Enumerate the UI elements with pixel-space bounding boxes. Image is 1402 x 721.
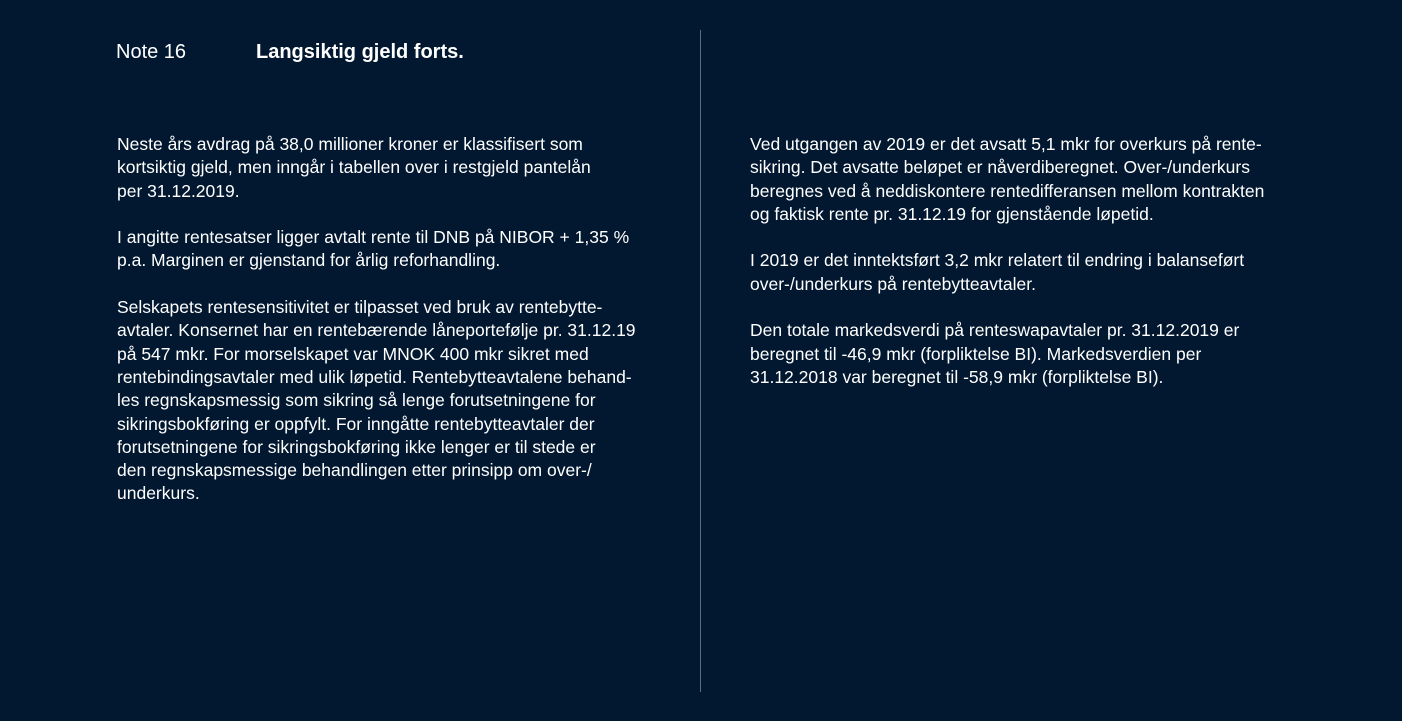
- paragraph-interest-rates: I angitte rentesatser ligger avtalt rente til DNB på NIBOR + 1,35 % p.a. Marginen er gjenstand for årlig reforhandling.: [117, 227, 630, 271]
- paragraph-income-recognized: I 2019 er det inntektsført 3,2 mkr relatert til endring i balanseført over-/underkurs på rentebytteavtaler.: [750, 250, 1245, 294]
- page-title: Langsiktig gjeld forts.: [256, 41, 464, 63]
- left-column: [117, 133, 677, 529]
- paragraph-interest-sensitivity: Selskapets rentesensitivitet er tilpasset ved bruk av rentebytte- avtaler. Konsernet har en rentebærende låneportefølje pr. 31.12.19 på 547 mkr. For morselskapet var MNOK 400 mkr sikret med rentebindingsavtaler med ulik løpetid. Rentebytteavtalene behand- les regnskapsmessig som sikring så lenge forutsetningene for sikringsbokføring er oppfylt. For inngåtte rentebytteavtaler der forutsetningene for sikringsbokføring ikke lenger er til stede er den regnskapsmessige behandlingen etter prinsipp om over-/ underkurs.: [117, 297, 636, 504]
- note-label: Note 16: [116, 41, 187, 63]
- paragraph-market-value: Den totale markedsverdi på renteswapavtaler pr. 31.12.2019 er beregnet til -46,9 mkr (forpliktelse BI). Markedsverdien per 31.12.2018 var beregnet til -58,9 mkr (forpliktelse BI).: [750, 320, 1240, 387]
- paragraph-installment: Neste års avdrag på 38,0 millioner kroner er klassifisert som kortsiktig gjeld, men inngår i tabellen over i restgjeld pantelån per 31.12.2019.: [117, 134, 591, 201]
- paragraph-premium-provision: Ved utgangen av 2019 er det avsatt 5,1 mkr for overkurs på rente- sikring. Det avsatte beløpet er nåverdiberegnet. Over-/underkurs beregnes ved å neddiskontere rentedifferansen mellom kontrakten og faktisk rente pr. 31.12.19 for gjenstående løpetid.: [750, 134, 1265, 224]
- column-divider: [700, 30, 701, 692]
- right-column: [750, 133, 1310, 413]
